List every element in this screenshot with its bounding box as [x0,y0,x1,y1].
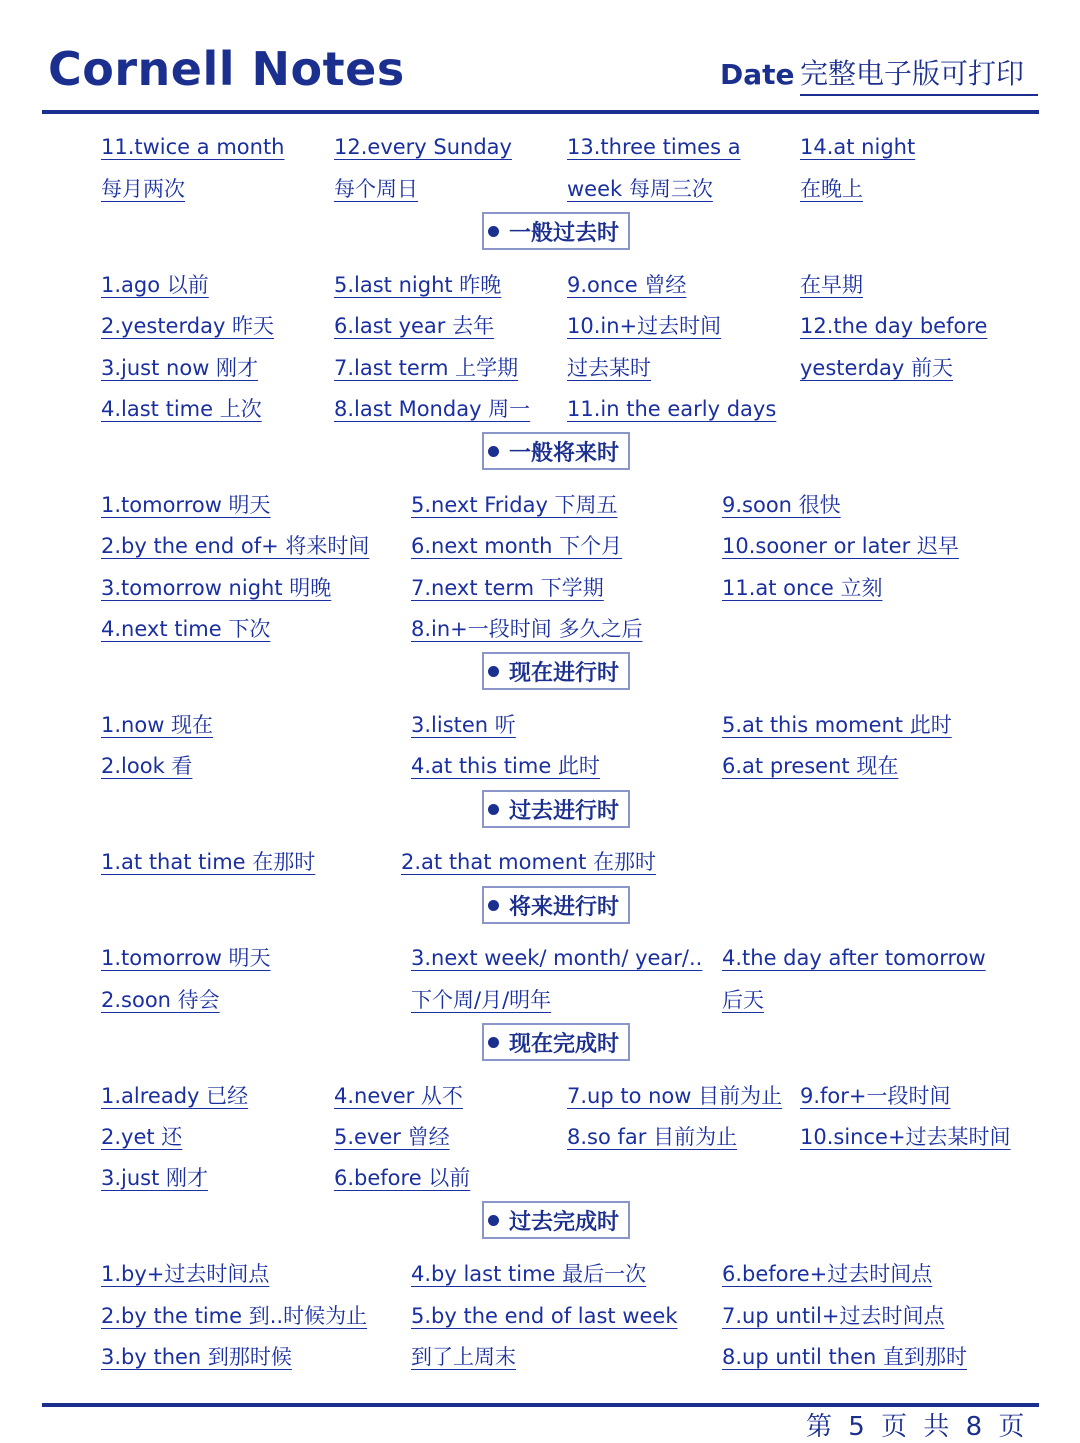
list-item[interactable]: 9.once 曾经 [567,273,687,297]
list-item[interactable]: 2.by the time 到..时候为止 [101,1304,368,1328]
section-heading-present-progressive [482,652,630,690]
list-item[interactable]: 6.before+过去时间点 [722,1262,933,1286]
section-heading-label: 一般过去时 [509,220,620,246]
list-item[interactable]: 13.three times a [567,135,741,159]
section-heading-label: 现在进行时 [509,660,620,686]
section-heading-label: 过去完成时 [509,1209,620,1235]
list-item[interactable]: 7.up until+过去时间点 [722,1304,945,1328]
list-item[interactable]: 每个周日 [334,177,418,201]
list-item[interactable]: 4.never 从不 [334,1084,463,1108]
list-item[interactable]: 7.up to now 目前为止 [567,1084,783,1108]
list-item[interactable]: 8.up until then 直到那时 [722,1345,967,1369]
bullet-dot-icon [488,804,499,815]
section-heading-label: 将来进行时 [509,894,620,920]
list-item[interactable]: 10.since+过去某时间 [800,1125,1011,1149]
list-item[interactable]: week 每周三次 [567,177,713,201]
list-item[interactable]: 2.yet 还 [101,1125,183,1149]
section-heading-simple-past [482,212,630,250]
list-item[interactable]: 1.already 已经 [101,1084,249,1108]
list-item[interactable]: 5.ever 曾经 [334,1125,450,1149]
bullet-dot-icon [488,666,499,677]
list-item[interactable]: 11.in the early days [567,397,777,421]
list-item[interactable]: 5.last night 昨晚 [334,273,502,297]
list-item[interactable]: 4.the day after tomorrow [722,946,986,970]
list-item[interactable]: 8.in+一段时间 多久之后 [411,617,643,641]
list-item[interactable]: 1.tomorrow 明天 [101,946,271,970]
list-item[interactable]: 7.last term 上学期 [334,356,519,380]
section-heading-present-perfect [482,1023,630,1061]
list-item[interactable]: 6.before 以前 [334,1166,471,1190]
list-item[interactable]: 下个周/月/明年 [411,988,552,1012]
list-item[interactable]: 2.look 看 [101,754,193,778]
list-item[interactable]: 3.just now 刚才 [101,356,259,380]
section-heading-future-progressive [482,886,630,924]
section-heading-label: 一般将来时 [509,440,620,466]
header-rule [42,110,1039,114]
list-item[interactable]: 2.yesterday 昨天 [101,314,275,338]
list-item[interactable]: 6.next month 下个月 [411,534,623,558]
bullet-dot-icon [488,446,499,457]
bullet-dot-icon [488,1037,499,1048]
list-item[interactable]: 8.so far 目前为止 [567,1125,738,1149]
list-item[interactable]: 在晚上 [800,177,863,201]
list-item[interactable]: 14.at night [800,135,916,159]
list-item[interactable]: 2.by the end of+ 将来时间 [101,534,370,558]
list-item[interactable]: 6.at present 现在 [722,754,899,778]
bullet-dot-icon [488,900,499,911]
page-title: Cornell Notes [48,42,405,96]
section-heading-past-progressive [482,790,630,828]
list-item[interactable]: 3.tomorrow night 明晚 [101,576,332,600]
section-heading-label: 现在完成时 [509,1031,620,1057]
list-item[interactable]: 11.at once 立刻 [722,576,883,600]
list-item[interactable]: 5.at this moment 此时 [722,713,952,737]
list-item[interactable]: 1.at that time 在那时 [101,850,316,874]
list-item[interactable]: 到了上周末 [411,1345,516,1369]
list-item[interactable]: 4.at this time 此时 [411,754,600,778]
section-heading-label: 过去进行时 [509,798,620,824]
section-heading-past-perfect [482,1201,630,1239]
bullet-dot-icon [488,1215,499,1226]
list-item[interactable]: yesterday 前天 [800,356,954,380]
list-item[interactable]: 12.the day before [800,314,988,338]
page-number: 第 5 页 共 8 页 [806,1412,1029,1442]
list-item[interactable]: 3.listen 听 [411,713,516,737]
date-value: 完整电子版可打印 [800,52,1038,96]
list-item[interactable]: 5.next Friday 下周五 [411,493,618,517]
bullet-dot-icon [488,226,499,237]
list-item[interactable]: 6.last year 去年 [334,314,495,338]
list-item[interactable]: 3.by then 到那时候 [101,1345,292,1369]
list-item[interactable]: 9.soon 很快 [722,493,841,517]
list-item[interactable]: 每月两次 [101,177,185,201]
list-item[interactable]: 9.for+一段时间 [800,1084,951,1108]
list-item[interactable]: 4.last time 上次 [101,397,262,421]
list-item[interactable]: 10.in+过去时间 [567,314,722,338]
list-item[interactable]: 5.by the end of last week [411,1304,678,1328]
list-item[interactable]: 2.soon 待会 [101,988,220,1012]
list-item[interactable]: 1.by+过去时间点 [101,1262,270,1286]
list-item[interactable]: 3.just 刚才 [101,1166,209,1190]
list-item[interactable]: 后天 [722,988,764,1012]
list-item[interactable]: 4.by last time 最后一次 [411,1262,647,1286]
date-label: Date [720,58,795,91]
list-item[interactable]: 12.every Sunday [334,135,512,159]
list-item[interactable]: 7.next term 下学期 [411,576,604,600]
section-heading-simple-future [482,432,630,470]
list-item[interactable]: 3.next week/ month/ year/.. [411,946,703,970]
list-item[interactable]: 过去某时 [567,356,651,380]
list-item[interactable]: 在早期 [800,273,863,297]
list-item[interactable]: 11.twice a month [101,135,285,159]
list-item[interactable]: 10.sooner or later 迟早 [722,534,959,558]
list-item[interactable]: 8.last Monday 周一 [334,397,531,421]
list-item[interactable]: 2.at that moment 在那时 [401,850,657,874]
list-item[interactable]: 1.tomorrow 明天 [101,493,271,517]
list-item[interactable]: 1.ago 以前 [101,273,209,297]
list-item[interactable]: 4.next time 下次 [101,617,271,641]
list-item[interactable]: 1.now 现在 [101,713,214,737]
